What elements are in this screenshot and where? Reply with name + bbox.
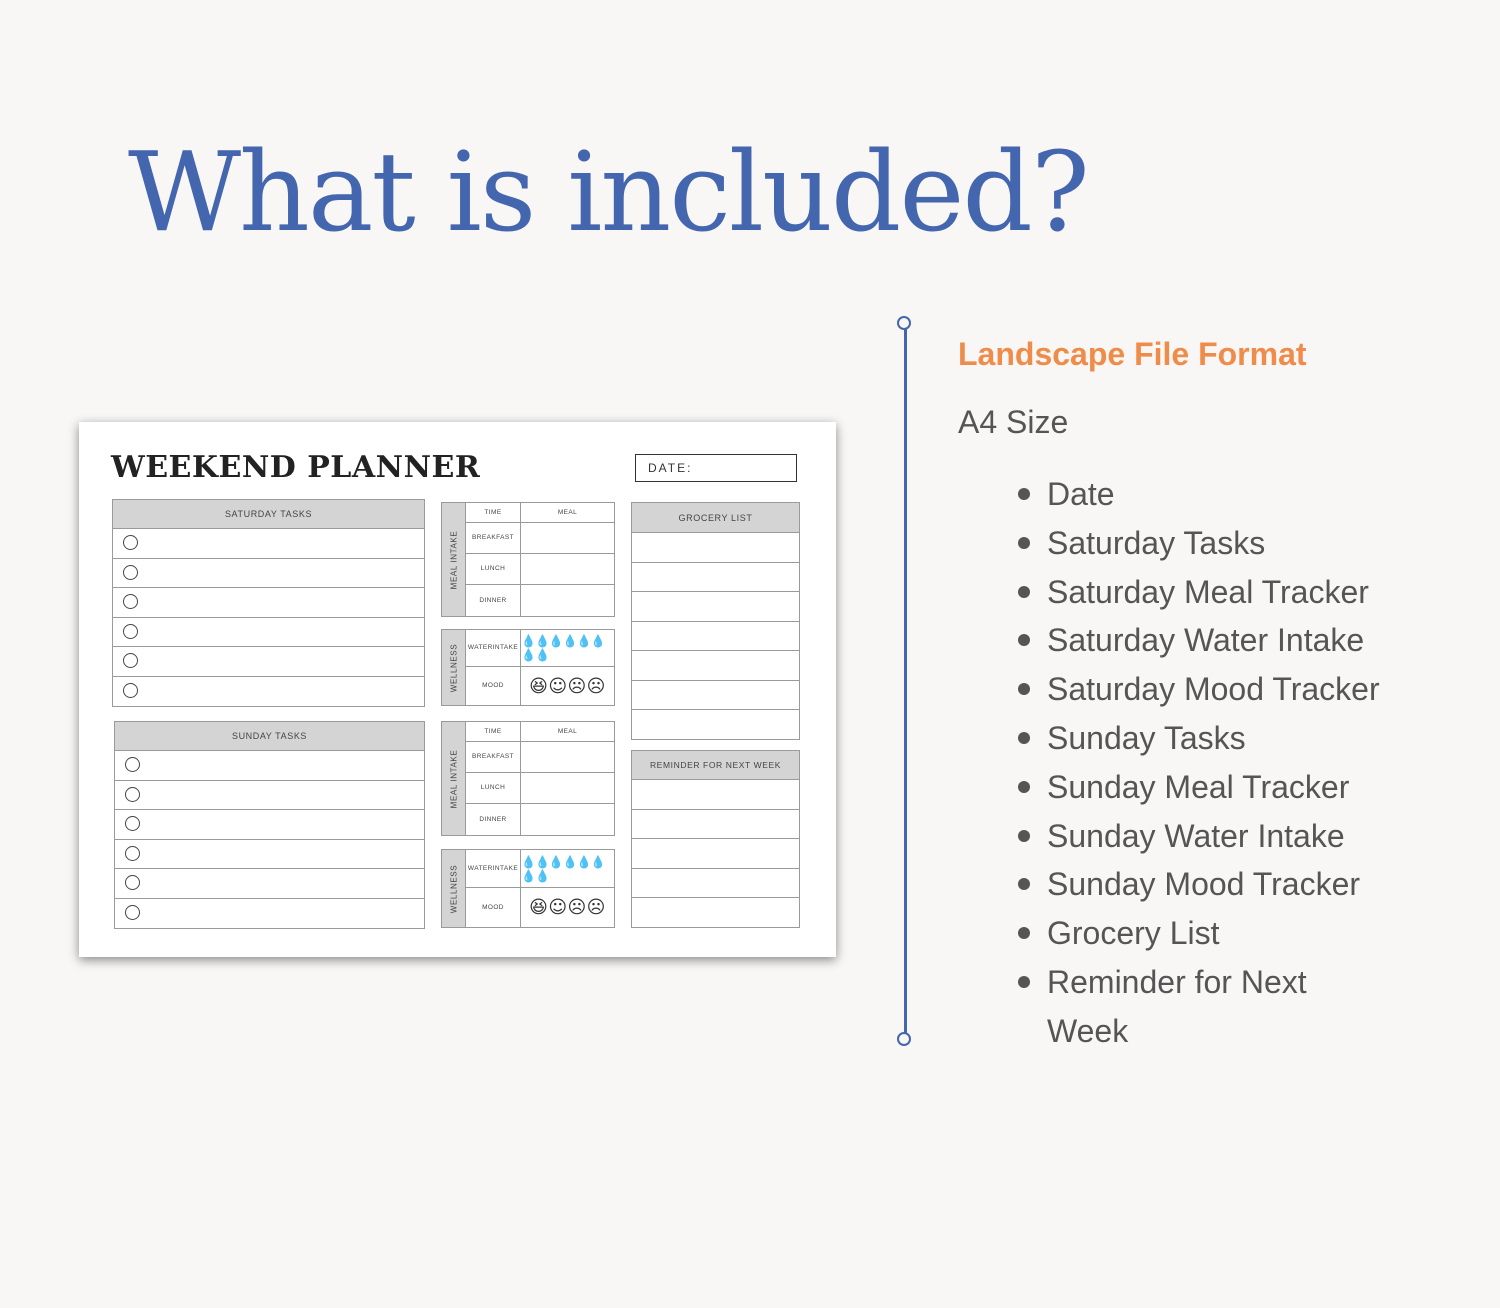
water-row xyxy=(466,630,614,667)
wellness-grid xyxy=(466,850,614,927)
water-label: WATER xyxy=(467,644,493,652)
meal-grid xyxy=(466,722,614,835)
lunch-label: LUNCH xyxy=(466,773,521,803)
meal-row xyxy=(466,585,614,616)
checkbox-circle-icon xyxy=(123,653,138,668)
breakfast-label: BREAKFAST xyxy=(466,742,521,772)
mood-row xyxy=(466,667,614,705)
timeline-end-dot-icon xyxy=(897,1032,911,1046)
wellness-label: WELLNESS xyxy=(449,864,458,913)
feature-item: Saturday Meal Tracker xyxy=(1018,568,1418,617)
meal-header-row xyxy=(466,503,614,523)
meal-cell xyxy=(521,742,614,772)
sunday-tasks-header: SUNDAY TASKS xyxy=(115,722,424,751)
meal-row xyxy=(466,804,614,835)
meal-cell xyxy=(521,773,614,803)
meal-row xyxy=(466,773,614,804)
feature-item: Sunday Meal Tracker xyxy=(1018,763,1418,812)
grocery-row xyxy=(632,533,799,563)
feature-item: Grocery List xyxy=(1018,909,1418,958)
feature-item: Saturday Tasks xyxy=(1018,519,1418,568)
sunday-meal-intake xyxy=(441,721,615,836)
grocery-row xyxy=(632,592,799,622)
reminder-row xyxy=(632,869,799,899)
breakfast-label: BREAKFAST xyxy=(466,523,521,553)
timeline-start-dot-icon xyxy=(897,316,911,330)
planner-title: WEEKEND PLANNER xyxy=(111,450,481,485)
grocery-row xyxy=(632,651,799,681)
intake-label: INTAKE xyxy=(492,864,519,872)
grocery-row xyxy=(632,681,799,711)
water-label: WATER xyxy=(467,864,493,872)
meal-grid xyxy=(466,503,614,616)
checkbox-circle-icon xyxy=(125,846,140,861)
reminder-header: REMINDER FOR NEXT WEEK xyxy=(632,751,799,780)
time-header: TIME xyxy=(466,503,521,522)
reminder-row xyxy=(632,810,799,840)
meal-cell xyxy=(521,523,614,553)
task-row xyxy=(115,751,424,781)
wellness-grid xyxy=(466,630,614,705)
intake-label: INTAKE xyxy=(492,644,519,652)
checkbox-circle-icon xyxy=(125,905,140,920)
date-field: DATE: xyxy=(635,454,797,482)
dinner-label: DINNER xyxy=(466,585,521,616)
feature-item: Saturday Mood Tracker xyxy=(1018,665,1418,714)
task-row xyxy=(115,869,424,899)
mood-label: MOOD xyxy=(466,667,521,705)
meal-cell xyxy=(521,554,614,584)
water-intake-label xyxy=(466,850,521,887)
task-row xyxy=(113,618,424,648)
task-row xyxy=(113,677,424,707)
saturday-task-rows xyxy=(113,529,424,706)
wellness-side-label xyxy=(442,630,466,705)
timeline-line xyxy=(904,323,907,1040)
wellness-label: WELLNESS xyxy=(449,643,458,692)
saturday-meal-intake xyxy=(441,502,615,617)
lunch-label: LUNCH xyxy=(466,554,521,584)
mood-face-icon: 😆☺☹☹ xyxy=(529,897,606,918)
task-row xyxy=(113,588,424,618)
meal-cell xyxy=(521,585,614,616)
size-label: A4 Size xyxy=(958,404,1069,440)
meal-row xyxy=(466,523,614,554)
sunday-wellness xyxy=(441,849,615,928)
checkbox-circle-icon xyxy=(125,787,140,802)
planner-preview xyxy=(79,422,836,957)
saturday-tasks-header: SATURDAY TASKS xyxy=(113,500,424,529)
reminder-row xyxy=(632,780,799,810)
checkbox-circle-icon xyxy=(125,875,140,890)
meal-intake-label: MEAL INTAKE xyxy=(449,749,458,808)
task-row xyxy=(115,781,424,811)
task-row xyxy=(115,810,424,840)
feature-item: Reminder for Next Week xyxy=(1018,958,1347,1056)
feature-list xyxy=(1018,470,1418,1056)
task-row xyxy=(113,647,424,677)
sunday-tasks-box xyxy=(114,721,425,929)
checkbox-circle-icon xyxy=(125,757,140,772)
reminder-box xyxy=(631,750,800,928)
feature-item: Sunday Water Intake xyxy=(1018,812,1418,861)
mood-row xyxy=(466,888,614,927)
feature-item: Date xyxy=(1018,470,1418,519)
task-row xyxy=(113,529,424,559)
checkbox-circle-icon xyxy=(123,683,138,698)
time-header: TIME xyxy=(466,722,521,741)
feature-item: Sunday Tasks xyxy=(1018,714,1418,763)
meal-intake-side-label xyxy=(442,503,466,616)
format-label: Landscape File Format xyxy=(958,336,1307,372)
meal-row xyxy=(466,554,614,585)
grocery-list-box xyxy=(631,502,800,740)
meal-cell xyxy=(521,804,614,835)
feature-item: Saturday Water Intake xyxy=(1018,616,1418,665)
saturday-wellness xyxy=(441,629,615,706)
meal-header-row xyxy=(466,722,614,742)
wellness-side-label xyxy=(442,850,466,927)
meal-intake-label: MEAL INTAKE xyxy=(449,530,458,589)
sunday-task-rows xyxy=(115,751,424,928)
water-row xyxy=(466,850,614,888)
dinner-label: DINNER xyxy=(466,804,521,835)
checkbox-circle-icon xyxy=(125,816,140,831)
grocery-row xyxy=(632,622,799,652)
checkbox-circle-icon xyxy=(123,565,138,580)
meal-intake-side-label xyxy=(442,722,466,835)
mood-label: MOOD xyxy=(466,888,521,927)
reminder-row xyxy=(632,839,799,869)
feature-item: Sunday Mood Tracker xyxy=(1018,860,1418,909)
task-row xyxy=(113,559,424,589)
mood-face-icon: 😆☺☹☹ xyxy=(529,675,606,697)
water-intake-label xyxy=(466,630,521,666)
checkbox-circle-icon xyxy=(123,624,138,639)
grocery-row xyxy=(632,710,799,740)
meal-header: MEAL xyxy=(557,728,578,735)
saturday-tasks-box xyxy=(112,499,425,707)
meal-header: MEAL xyxy=(557,509,578,516)
water-drop-icon: 💧💧💧💧💧💧💧💧 xyxy=(521,854,605,883)
grocery-list-header: GROCERY LIST xyxy=(632,503,799,533)
page-headline: What is included? xyxy=(128,128,1088,256)
grocery-row xyxy=(632,563,799,593)
task-row xyxy=(115,840,424,870)
reminder-row xyxy=(632,898,799,928)
checkbox-circle-icon xyxy=(123,535,138,550)
checkbox-circle-icon xyxy=(123,594,138,609)
water-drop-icon: 💧💧💧💧💧💧💧💧 xyxy=(521,634,605,662)
meal-row xyxy=(466,742,614,773)
task-row xyxy=(115,899,424,929)
